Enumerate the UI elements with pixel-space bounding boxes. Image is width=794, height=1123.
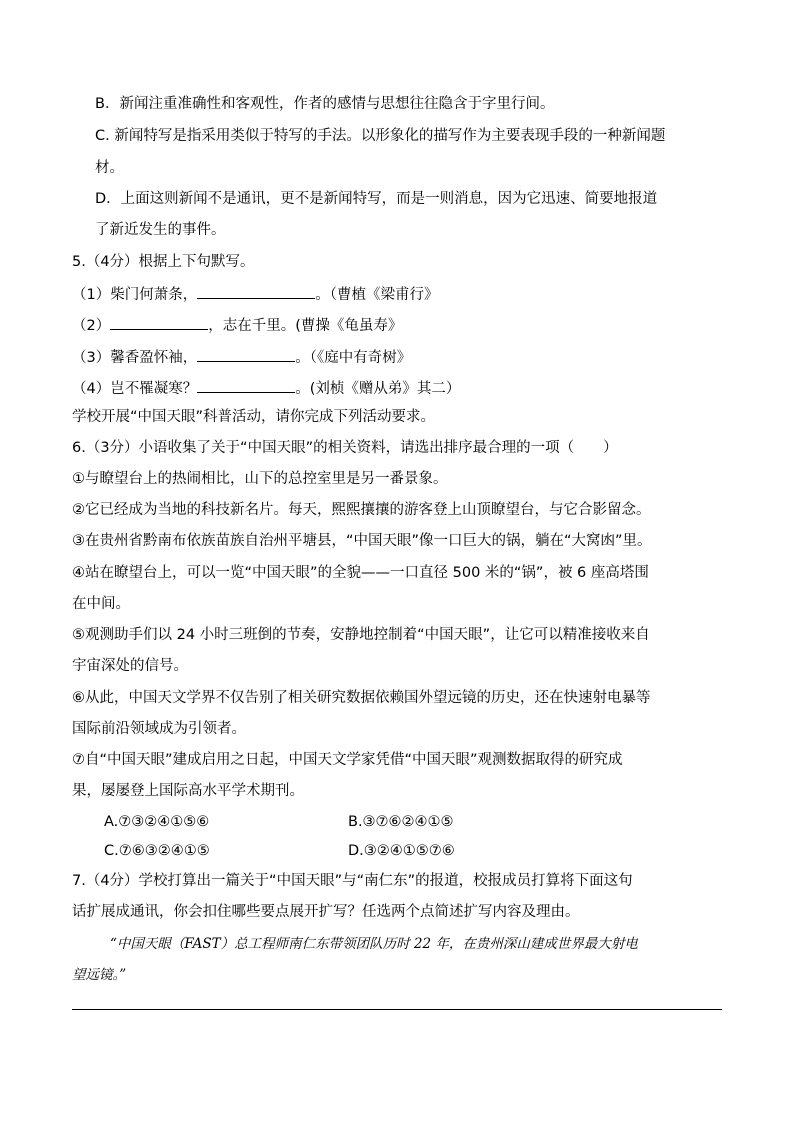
- q7-quote-line2: 望远镜。”: [72, 967, 127, 983]
- answer-blank[interactable]: [197, 282, 315, 299]
- q5-item-1-pre: （1）柴门何萧条，: [72, 287, 198, 303]
- q5-item-4: [72, 376, 722, 399]
- answer-blank[interactable]: [197, 345, 295, 362]
- q4-option-b: B．新闻注重准确性和客观性，作者的感情与思想往往隐含于字里行间。: [95, 96, 555, 112]
- q6-sentence-4-line2: 在中间。: [72, 596, 130, 612]
- q5-item-4-post: 。(刘桢《赠从弟》其二）: [295, 381, 461, 397]
- q6-title: 6.（3分）小语收集了关于“中国天眼”的相关资料，请选出排序最合理的一项（ ）: [72, 440, 618, 456]
- q5-item-2-pre: （2）: [72, 318, 111, 334]
- q5-item-3-pre: （3）馨香盈怀袖，: [72, 350, 198, 366]
- q6-sentence-7-line1: ⑦自“中国天眼”建成启用之日起，中国天文学家凭借“中国天眼”观测数据取得的研究成: [72, 752, 623, 768]
- q6-option-c[interactable]: C.⑦⑥③②④①⑤: [104, 843, 210, 859]
- q7-quote-line1: “中国天眼（FAST）总工程师南仁东带领团队历时 22 年，在贵州深山建成世界最大射电: [110, 936, 638, 952]
- activity-intro: 学校开展“中国天眼”科普活动，请你完成下列活动要求。: [72, 409, 436, 425]
- answer-line[interactable]: [72, 1009, 722, 1010]
- q5-item-4-pre: （4）岂不罹凝寒？: [72, 381, 198, 397]
- q6-sentence-2: ②它已经成为当地的科技新名片。每天，熙熙攘攘的游客登上山顶瞭望台，与它合影留念。: [72, 502, 651, 518]
- q6-option-b[interactable]: B.③⑦⑥②④①⑤: [348, 814, 454, 830]
- q6-sentence-7-line2: 果，屡屡登上国际高水平学术期刊。: [72, 783, 304, 799]
- q6-sentence-5-line1: ⑤观测助手们以 24 小时三班倒的节奏，安静地控制着“中国天眼”，让它可以精准接收来自: [72, 627, 650, 643]
- q7-title-line1: 7.（4分）学校打算出一篇关于“中国天眼”与“南仁东”的报道，校报成员打算将下面这句: [72, 873, 633, 889]
- q4-option-c-line2: 材。: [95, 160, 124, 176]
- q5-item-3: [72, 345, 722, 368]
- q5-item-1: [72, 282, 722, 305]
- q6-sentence-1: ①与瞭望台上的热闹相比，山下的总控室里是另一番景象。: [72, 471, 448, 487]
- q4-option-c-line1: C. 新闻特写是指采用类似于特写的手法。以形象化的描写作为主要表现手段的一种新闻题: [95, 128, 666, 144]
- q6-sentence-6-line2: 国际前沿领域成为引领者。: [72, 721, 246, 737]
- q5-item-2: [72, 313, 722, 336]
- q6-sentence-5-line2: 宇宙深处的信号。: [72, 658, 188, 674]
- q6-sentence-3: ③在贵州省黔南布依族苗族自治州平塘县，“中国天眼”像一口巨大的锅，躺在“大窝凼”里。: [72, 533, 652, 549]
- q5-title: 5.（4分）根据上下句默写。: [72, 254, 255, 270]
- q4-option-d-line2: 了新近发生的事件。: [95, 222, 226, 238]
- q5-item-2-post: ，志在千里。(曹操《龟虽寿》: [208, 318, 403, 334]
- q5-item-3-post: 。（《庭中有奇树》: [295, 350, 412, 366]
- q7-title-line2: 话扩展成通讯，你会扣住哪些要点展开扩写？任选两个点简述扩写内容及理由。: [72, 904, 580, 920]
- q5-item-1-post: 。（曹植《梁甫行》: [315, 287, 439, 303]
- q6-sentence-4-line1: ④站在瞭望台上，可以一览“中国天眼”的全貌——一口直径 500 米的“锅”，被 6 座高塔围: [72, 565, 649, 581]
- answer-blank[interactable]: [110, 313, 208, 330]
- answer-blank[interactable]: [197, 376, 295, 393]
- q6-sentence-6-line1: ⑥从此，中国天文学界不仅告别了相关研究数据依赖国外望远镜的历史，还在快速射电暴等: [72, 690, 651, 706]
- q6-option-a[interactable]: A.⑦③②④①⑤⑥: [104, 814, 210, 830]
- q4-option-d-line1: D．上面这则新闻不是通讯，更不是新闻特写，而是一则消息，因为它迅速、简要地报道: [95, 191, 658, 207]
- q6-option-d[interactable]: D.③②④①⑤⑦⑥: [348, 843, 455, 859]
